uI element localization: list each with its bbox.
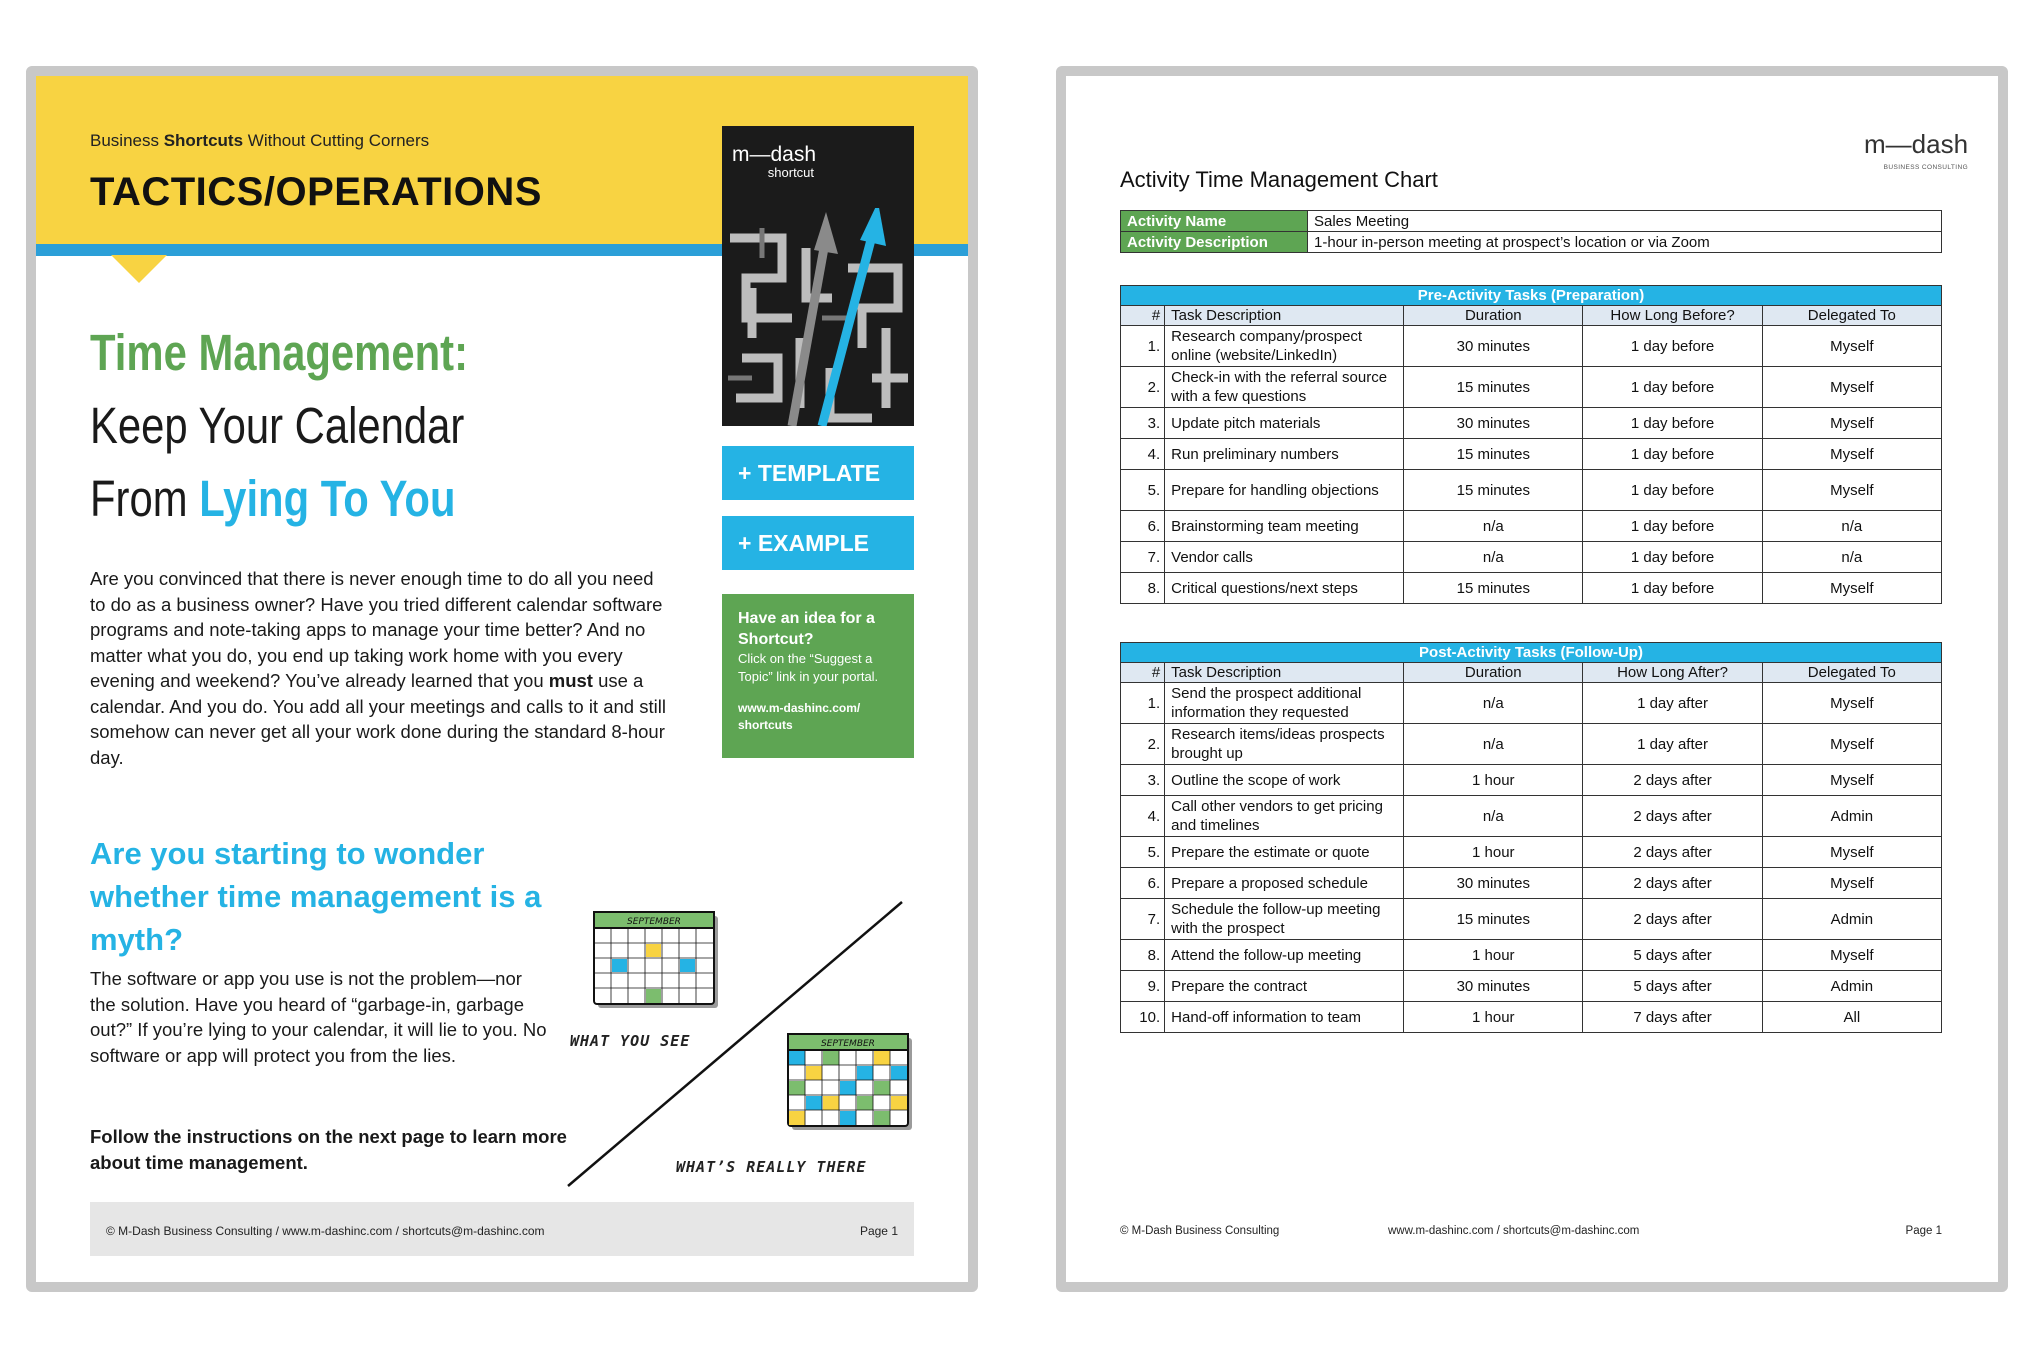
duration: 30 minutes [1404, 326, 1583, 367]
duration: 1 hour [1404, 940, 1583, 971]
activity-name-row [1121, 211, 1942, 232]
row-number: 3. [1121, 765, 1165, 796]
task-description: Call other vendors to get pricing and timelines [1165, 796, 1404, 837]
timing: 1 day after [1583, 724, 1762, 765]
delegated-to: Myself [1762, 724, 1941, 765]
pre-activity-table [1120, 285, 1942, 604]
timing: 1 day before [1583, 511, 1762, 542]
duration: 15 minutes [1404, 899, 1583, 940]
delegated-to: Myself [1762, 408, 1941, 439]
busy-calendar-icon [788, 1034, 912, 1130]
column-header: Duration [1404, 306, 1583, 326]
delegated-to: Admin [1762, 796, 1941, 837]
table-row [1121, 971, 1942, 1002]
footer-contact: www.m-dashinc.com / shortcuts@m-dashinc.com [1388, 1225, 1640, 1237]
delegated-to: Myself [1762, 367, 1941, 408]
table-row [1121, 837, 1942, 868]
table-row [1121, 899, 1942, 940]
column-header: Delegated To [1762, 663, 1941, 683]
table-row [1121, 573, 1942, 604]
task-description: Outline the scope of work [1165, 765, 1404, 796]
timing: 1 day before [1583, 470, 1762, 511]
shortcut-cover-image [722, 126, 914, 426]
row-number: 8. [1121, 940, 1165, 971]
intro-paragraph: Are you convinced that there is never enough time to do all you need to do as a business owner? Have you tried different calendar software programs and note-taking apps to manage your time better? And no matter what you do, you end up taking work home with you every evening and weekend? You’ve already learned that you must use a calendar. And you do. You add all your meetings and calls to it and still somehow can never get all your work done during the standard 8-hour day. [90, 568, 666, 768]
table-row [1121, 868, 1942, 899]
calendar-month-label: SEPTEMBER [627, 917, 681, 927]
timing: 2 days after [1583, 796, 1762, 837]
what-you-see-label: WHAT YOU SEE [570, 1032, 691, 1050]
timing: 2 days after [1583, 837, 1762, 868]
footer-copyright: © M-Dash Business Consulting [1120, 1225, 1280, 1237]
section-title: TACTICS/OPERATIONS [90, 170, 542, 214]
timing: 2 days after [1583, 765, 1762, 796]
column-header: Task Description [1165, 306, 1404, 326]
task-description: Schedule the follow-up meeting with the prospect [1165, 899, 1404, 940]
table-row [1121, 326, 1942, 367]
table-row [1121, 683, 1942, 724]
delegated-to: Myself [1762, 940, 1941, 971]
calendar-icon [594, 912, 718, 1008]
duration: 1 hour [1404, 1002, 1583, 1033]
delegated-to: n/a [1762, 511, 1941, 542]
column-header: Delegated To [1762, 306, 1941, 326]
row-number: 2. [1121, 724, 1165, 765]
row-number: 10. [1121, 1002, 1165, 1033]
column-header: # [1121, 306, 1165, 326]
duration: n/a [1404, 683, 1583, 724]
header-pointer [111, 255, 167, 283]
headline-line-3: From Lying To You [90, 470, 456, 527]
row-number: 4. [1121, 439, 1165, 470]
row-number: 8. [1121, 573, 1165, 604]
task-description: Send the prospect additional information they requested [1165, 683, 1404, 724]
pre-activity-banner: Pre-Activity Tasks (Preparation) [1121, 286, 1942, 306]
example-button[interactable]: + EXAMPLE [722, 516, 914, 570]
page-footer [90, 1202, 914, 1256]
idea-heading: Have an idea for a Shortcut? [738, 610, 875, 648]
task-description: Brainstorming team meeting [1165, 511, 1404, 542]
delegated-to: Admin [1762, 899, 1941, 940]
delegated-to: Admin [1762, 971, 1941, 1002]
duration: n/a [1404, 542, 1583, 573]
post-activity-table [1120, 642, 1942, 1033]
delegated-to: Myself [1762, 837, 1941, 868]
table-row [1121, 796, 1942, 837]
row-number: 4. [1121, 796, 1165, 837]
task-description: Prepare a proposed schedule [1165, 868, 1404, 899]
row-number: 7. [1121, 542, 1165, 573]
timing: 2 days after [1583, 899, 1762, 940]
mdash-shortcut-logo: m—dash shortcut [732, 143, 817, 180]
calendar-illustration [566, 836, 916, 1196]
delegated-to: n/a [1762, 542, 1941, 573]
timing: 5 days after [1583, 971, 1762, 1002]
duration: 1 hour [1404, 837, 1583, 868]
timing: 1 day before [1583, 439, 1762, 470]
column-header: Task Description [1165, 663, 1404, 683]
table-row [1121, 367, 1942, 408]
timing: 1 day before [1583, 542, 1762, 573]
template-button[interactable]: + TEMPLATE [722, 446, 914, 500]
column-header: Duration [1404, 663, 1583, 683]
whats-really-there-label: WHAT’S REALLY THERE [676, 1158, 867, 1176]
instructions-callout: Follow the instructions on the next page to learn more about time management. [90, 1126, 567, 1173]
timing: 1 day before [1583, 326, 1762, 367]
delegated-to: Myself [1762, 470, 1941, 511]
duration: 15 minutes [1404, 439, 1583, 470]
post-activity-column-headers [1121, 663, 1942, 683]
footer-contact: © M-Dash Business Consulting / www.m-dashinc.com / shortcuts@m-dashinc.com [106, 1224, 545, 1238]
task-description: Check-in with the referral source with a few questions [1165, 367, 1404, 408]
idea-url-link[interactable]: www.m-dashinc.com/ shortcuts [738, 701, 861, 732]
row-number: 3. [1121, 408, 1165, 439]
table-row [1121, 470, 1942, 511]
duration: 30 minutes [1404, 408, 1583, 439]
delegated-to: All [1762, 1002, 1941, 1033]
delegated-to: Myself [1762, 573, 1941, 604]
row-number: 5. [1121, 837, 1165, 868]
maze-arrow-icon [722, 208, 914, 426]
task-description: Prepare the estimate or quote [1165, 837, 1404, 868]
table-row [1121, 765, 1942, 796]
delegated-to: Myself [1762, 439, 1941, 470]
row-number: 1. [1121, 326, 1165, 367]
table-row [1121, 408, 1942, 439]
timing: 2 days after [1583, 868, 1762, 899]
activity-name-label: Activity Name [1121, 211, 1308, 232]
tagline: Business Shortcuts Without Cutting Corners [90, 131, 430, 150]
task-description: Critical questions/next steps [1165, 573, 1404, 604]
activity-description-value: 1-hour in-person meeting at prospect’s location or via Zoom [1308, 232, 1942, 253]
table-row [1121, 542, 1942, 573]
shortcut-cover-page [26, 66, 978, 1292]
post-activity-banner: Post-Activity Tasks (Follow-Up) [1121, 643, 1942, 663]
pre-activity-column-headers [1121, 306, 1942, 326]
task-description: Vendor calls [1165, 542, 1404, 573]
column-header: # [1121, 663, 1165, 683]
duration: 15 minutes [1404, 470, 1583, 511]
row-number: 6. [1121, 511, 1165, 542]
delegated-to: Myself [1762, 683, 1941, 724]
task-description: Update pitch materials [1165, 408, 1404, 439]
delegated-to: Myself [1762, 868, 1941, 899]
row-number: 2. [1121, 367, 1165, 408]
table-row [1121, 1002, 1942, 1033]
question-heading: Are you starting to wonder whether time management is a myth? [90, 836, 542, 957]
footer-page-number: Page 1 [859, 1224, 898, 1238]
timing: 5 days after [1583, 940, 1762, 971]
timing: 7 days after [1583, 1002, 1762, 1033]
activity-info-table [1120, 210, 1942, 253]
headline-line-2: Keep Your Calendar [90, 397, 465, 454]
duration: 30 minutes [1404, 971, 1583, 1002]
duration: n/a [1404, 511, 1583, 542]
table-row [1121, 511, 1942, 542]
column-header: How Long Before? [1583, 306, 1762, 326]
duration: 15 minutes [1404, 367, 1583, 408]
task-description: Prepare for handling objections [1165, 470, 1404, 511]
headline-line-1: Time Management: [90, 324, 469, 381]
timing: 1 day before [1583, 408, 1762, 439]
timing: 1 day before [1583, 573, 1762, 604]
row-number: 9. [1121, 971, 1165, 1002]
timing: 1 day after [1583, 683, 1762, 724]
task-description: Research company/prospect online (website/LinkedIn) [1165, 326, 1404, 367]
suggest-topic-box [722, 594, 914, 758]
mdash-logo: m—dash BUSINESS CONSULTING [1864, 129, 1969, 171]
duration: 30 minutes [1404, 868, 1583, 899]
activity-chart-page [1056, 66, 2008, 1292]
task-description: Research items/ideas prospects brought up [1165, 724, 1404, 765]
task-description: Attend the follow-up meeting [1165, 940, 1404, 971]
table-row [1121, 439, 1942, 470]
task-description: Prepare the contract [1165, 971, 1404, 1002]
headline [90, 316, 468, 535]
task-description: Run preliminary numbers [1165, 439, 1404, 470]
busy-calendar-month-label: SEPTEMBER [821, 1039, 875, 1049]
duration: n/a [1404, 796, 1583, 837]
duration: 1 hour [1404, 765, 1583, 796]
table-row [1121, 940, 1942, 971]
timing: 1 day before [1583, 367, 1762, 408]
activity-name-value: Sales Meeting [1308, 211, 1942, 232]
table-row [1121, 724, 1942, 765]
detail-paragraph: The software or app you use is not the problem—nor the solution. Have you heard of “garbage-in, garbage out?” If you’re lying to your calendar, it will lie to you. No software or app will protect you from the lies. [90, 968, 547, 1066]
footer-page-number: Page 1 [1905, 1225, 1942, 1237]
duration: 15 minutes [1404, 573, 1583, 604]
row-number: 7. [1121, 899, 1165, 940]
idea-body: Click on the “Suggest a Topic” link in your portal. [738, 651, 879, 684]
row-number: 1. [1121, 683, 1165, 724]
task-description: Hand-off information to team [1165, 1002, 1404, 1033]
activity-description-row [1121, 232, 1942, 253]
delegated-to: Myself [1762, 765, 1941, 796]
row-number: 5. [1121, 470, 1165, 511]
row-number: 6. [1121, 868, 1165, 899]
delegated-to: Myself [1762, 326, 1941, 367]
activity-description-label: Activity Description [1121, 232, 1308, 253]
duration: n/a [1404, 724, 1583, 765]
column-header: How Long After? [1583, 663, 1762, 683]
chart-title: Activity Time Management Chart [1120, 167, 1438, 192]
